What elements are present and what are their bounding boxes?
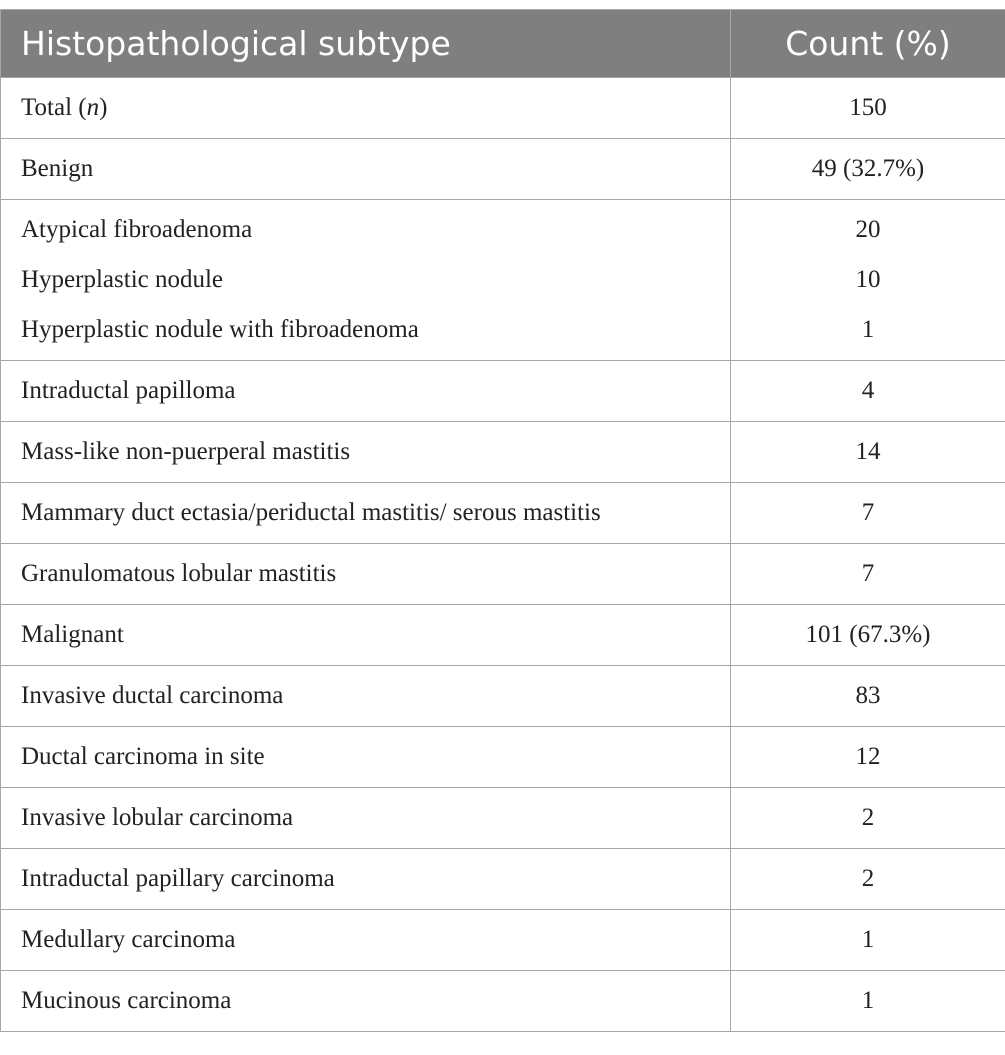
table-row [1,544,1005,605]
row-label: Mass-like non-puerperal mastitis [1,422,731,483]
total-label [1,78,731,139]
row-value: 10 [855,266,881,293]
row-value: 83 [731,666,1005,727]
table-row [1,422,1005,483]
row-label: Benign [1,139,731,200]
table-row-total [1,78,1005,139]
row-label: Invasive ductal carcinoma [1,666,731,727]
row-label: Mammary duct ectasia/periductal mastitis/ serous mastitis [1,483,731,544]
row-value: 1 [731,910,1005,971]
row-value: 49 (32.7%) [731,139,1005,200]
row-label: Hyperplastic nodule [21,266,224,293]
table-row [1,139,1005,200]
row-label: Ductal carcinoma in site [1,727,731,788]
total-label-suffix: ) [99,94,108,121]
row-label: Intraductal papillary carcinoma [1,849,731,910]
table-row-group [1,200,1005,361]
row-value: 101 (67.3%) [731,605,1005,666]
row-value: 4 [731,361,1005,422]
row-value: 1 [861,316,875,343]
table-row [1,971,1005,1032]
group-labels [1,200,731,361]
total-value: 150 [731,78,1005,139]
histopathology-table [0,9,1005,1032]
total-label-prefix: Total ( [21,94,87,121]
row-label: Granulomatous lobular mastitis [1,544,731,605]
row-value: 7 [731,483,1005,544]
table-row [1,605,1005,666]
row-value: 7 [731,544,1005,605]
table-row [1,910,1005,971]
row-label: Medullary carcinoma [1,910,731,971]
row-value: 2 [731,788,1005,849]
row-value: 20 [855,216,881,243]
row-label: Invasive lobular carcinoma [1,788,731,849]
row-value: 2 [731,849,1005,910]
row-label: Malignant [1,605,731,666]
row-label: Atypical fibroadenoma [21,216,253,243]
table-row [1,483,1005,544]
table-row [1,666,1005,727]
header-row [1,10,1005,78]
header-count: Count (%) [731,10,1005,78]
row-value: 12 [731,727,1005,788]
header-subtype: Histopathological subtype [1,10,731,78]
row-value: 14 [731,422,1005,483]
row-value: 1 [731,971,1005,1032]
row-label: Mucinous carcinoma [1,971,731,1032]
table-row [1,849,1005,910]
total-label-var: n [86,94,100,121]
table-row [1,788,1005,849]
row-label: Hyperplastic nodule with fibroadenoma [21,316,419,343]
group-values [731,200,1005,361]
table-row [1,727,1005,788]
row-label: Intraductal papilloma [1,361,731,422]
table-row [1,361,1005,422]
